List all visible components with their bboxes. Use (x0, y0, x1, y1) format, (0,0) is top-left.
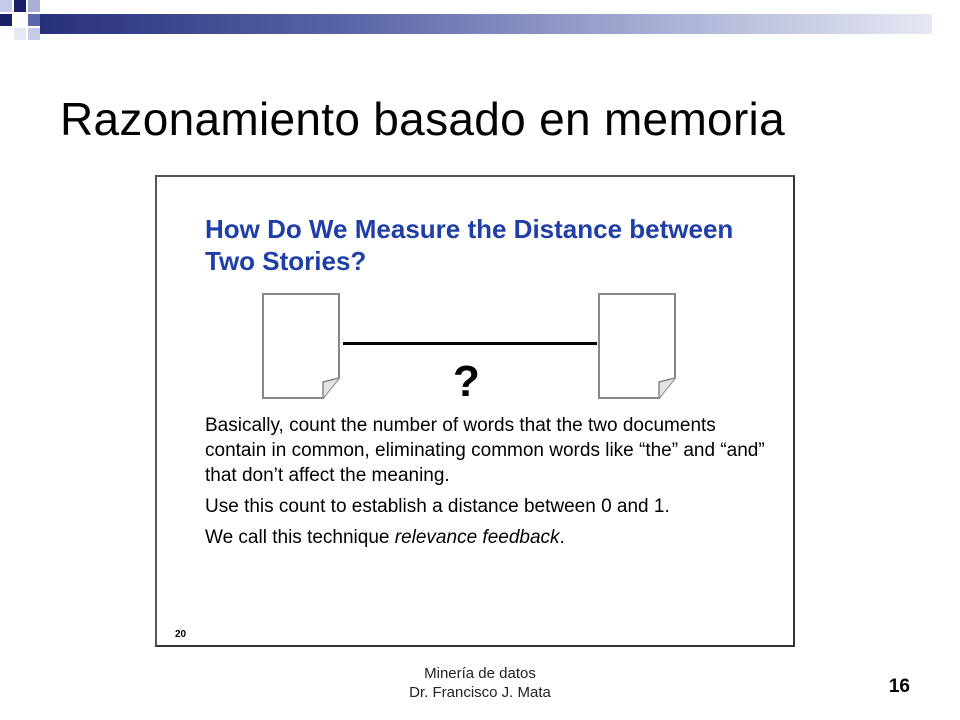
paragraph: Use this count to establish a distance between 0 and 1. (205, 496, 670, 517)
deco-square (0, 14, 12, 26)
deco-square (28, 0, 40, 12)
deco-square (14, 28, 26, 40)
deco-square (28, 28, 40, 40)
footer-author: Dr. Francisco J. Mata (409, 684, 551, 701)
deco-gradient-bar (40, 14, 932, 34)
page-number: 16 (888, 676, 910, 697)
document-icon (261, 292, 341, 400)
embedded-page-number: 20 (175, 629, 187, 640)
paragraph (205, 525, 765, 550)
deco-square (14, 0, 26, 12)
distance-line (343, 342, 597, 345)
embedded-slide-title: How Do We Measure the Distance between Two Stories? (205, 214, 734, 276)
deco-square (14, 14, 26, 26)
paragraph-text: . (559, 527, 565, 548)
embedded-slide-image (155, 175, 795, 647)
footer (380, 664, 580, 702)
embedded-slide-body (205, 413, 765, 550)
document-icon (597, 292, 677, 400)
slide-title: Razonamiento basado en memoria (60, 93, 785, 145)
deco-square (0, 0, 12, 12)
paragraph-text: We call this technique (205, 527, 395, 548)
question-mark: ? (453, 357, 480, 406)
deco-square (28, 14, 40, 26)
paragraph: Basically, count the number of words that the two documents contain in common, eliminating common words like “the” and “and” that don’t affect the meaning. (205, 415, 765, 486)
emphasis-text: relevance feedback (394, 527, 560, 548)
footer-course: Minería de datos (424, 665, 536, 682)
